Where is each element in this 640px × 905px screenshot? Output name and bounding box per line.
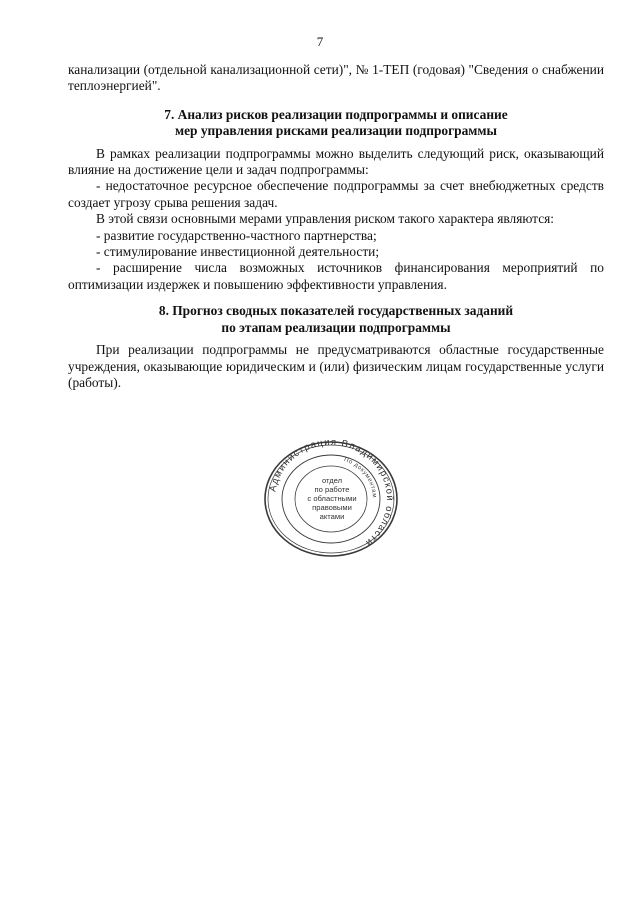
- stamp-outer-text: Администрация Владимирской области: [267, 440, 396, 549]
- section-8-heading: [68, 303, 604, 336]
- stamp-inner-text: По документам: [343, 457, 378, 499]
- section-7-paragraph-2: В этой связи основными мерами управления риском такого характера являются:: [96, 211, 555, 227]
- section-8-title-line-2: по этапам реализации подпрограммы: [221, 319, 451, 335]
- section-7-title-line-2: мер управления рисками реализации подпрограммы: [174, 123, 498, 139]
- measure-item: - расширение числа возможных источников финансирования мероприятий по оптимизации издержек и повышению эффективности управления.: [68, 260, 604, 292]
- stamp-center-text: [299, 476, 365, 521]
- measure-item: - стимулирование инвестиционной деятельности;: [96, 244, 380, 260]
- measure-item: - развитие государственно-частного партнерства;: [96, 227, 377, 243]
- official-stamp: [262, 440, 400, 558]
- intro-paragraph: канализации (отдельной канализационной сети)", № 1-ТЕП (годовая) "Сведения о снабжении теплоэнергией".: [68, 62, 604, 94]
- section-8-title-line-1: 8. Прогноз сводных показателей государственных заданий: [158, 303, 514, 319]
- section-7-heading: [68, 107, 604, 140]
- stamp-center-line: отдел: [321, 476, 343, 485]
- page-number: 7: [316, 34, 324, 49]
- section-8-paragraph-1: При реализации подпрограммы не предусматриваются областные государственные учреждения, оказывающие юридическим и (или) физическим лицам государственные услуги (работы).: [68, 342, 604, 390]
- document-body: [68, 62, 604, 391]
- stamp-center-line: с областными: [307, 494, 357, 503]
- section-7-paragraph-1: В рамках реализации подпрограммы можно выделить следующий риск, оказывающий влияние на достижение цели и задач подпрограммы:: [68, 145, 604, 178]
- risk-item: - недостаточное ресурсное обеспечение подпрограммы за счет внебюджетных средств создает угрозу срыва решения задач.: [68, 178, 604, 210]
- stamp-center-line: актами: [319, 512, 345, 521]
- stamp-center-line: правовыми: [312, 503, 352, 512]
- stamp-center-line: по работе: [314, 485, 350, 494]
- section-7-title-line-1: 7. Анализ рисков реализации подпрограммы и описание: [164, 106, 508, 122]
